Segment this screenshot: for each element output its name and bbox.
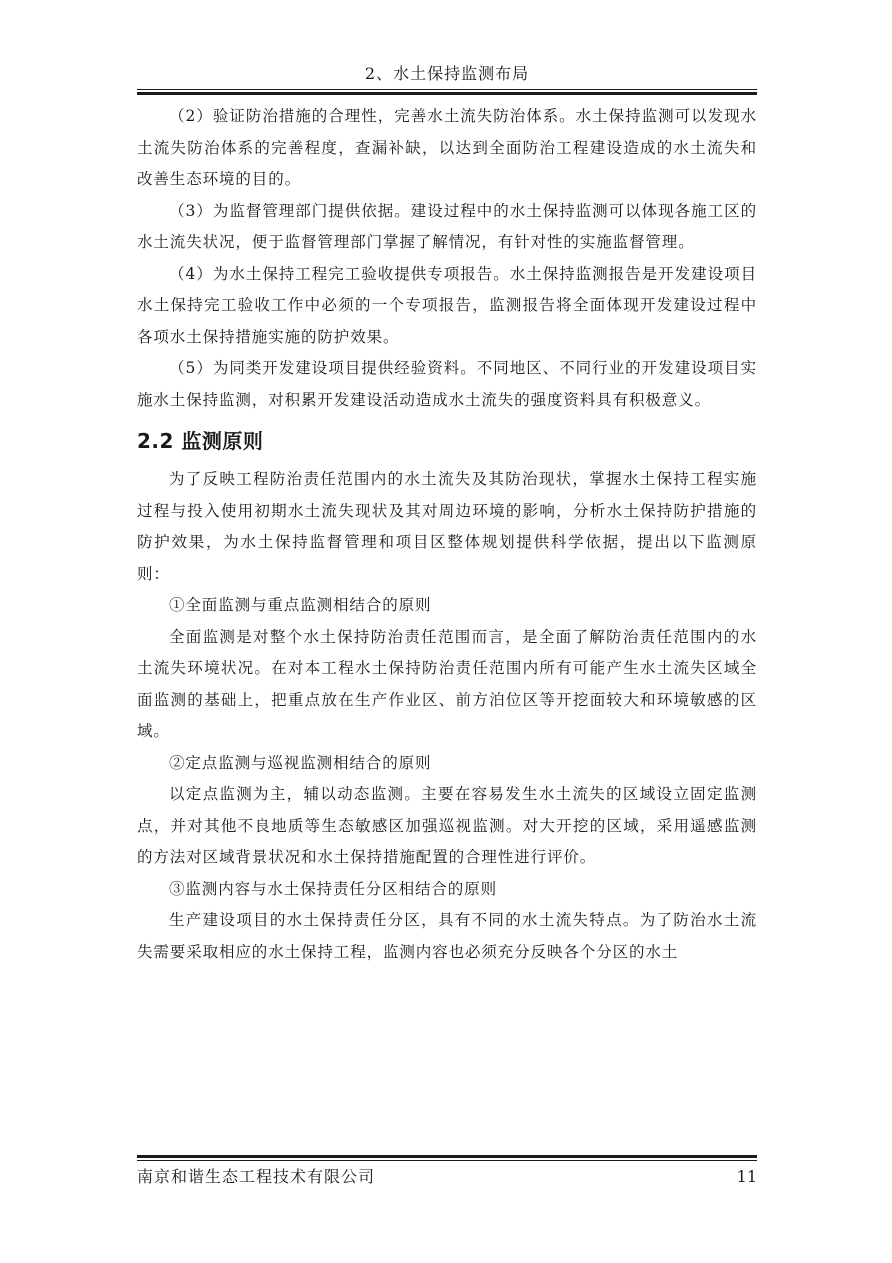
page-number: 11 <box>736 1167 757 1186</box>
section-heading: 2.2 监测原则 <box>137 429 264 453</box>
principle-1-text: 全面监测是对整个水土保持防治责任范围而言，是全面了解防治责任范围内的水土流失环境状况。在对本工程水土保持防治责任范围内所有可能产生水土流失区域全面监测的基础上，把重点放在生产作业区、前方泊位区等开挖面较大和环境敏感的区域。 <box>137 627 757 740</box>
paragraph-purpose-2: （2）验证防治措施的合理性，完善水土流失防治体系。水土保持监测可以发现水土流失防治体系的完善程度，查漏补缺，以达到全面防治工程建设造成的水土流失和改善生态环境的目的。 <box>137 107 757 188</box>
running-header: 2、水土保持监测布局 <box>364 64 530 83</box>
footer-company: 南京和谐生态工程技术有限公司 <box>137 1167 376 1186</box>
principle-1-title: ①全面监测与重点监测相结合的原则 <box>169 596 432 614</box>
header-rule-thick <box>137 92 757 95</box>
principle-2-text: 以定点监测为主，辅以动态监测。主要在容易发生水土流失的区域设立固定监测点，并对其他不良地质等生态敏感区加强巡视监测。对大开挖的区域，采用遥感监测的方法对区域背景状况和水土保持措施配置的合理性进行评价。 <box>137 785 757 866</box>
paragraph-purpose-4: （4）为水土保持工程完工验收提供专项报告。水土保持监测报告是开发建设项目水土保持完工验收工作中必须的一个专项报告，监测报告将全面体现开发建设过程中各项水土保持措施实施的防护效果。 <box>137 264 757 346</box>
principle-3-text: 生产建设项目的水土保持责任分区，具有不同的水土流失特点。为了防治水土流失需要采取相应的水土保持工程，监测内容也必须充分反映各个分区的水土 <box>137 911 757 961</box>
page-content <box>137 101 757 968</box>
principle-2-title: ②定点监测与巡视监测相结合的原则 <box>169 753 432 772</box>
section-intro-paragraph: 为了反映工程防治责任范围内的水土流失及其防治现状，掌握水土保持工程实施过程与投入使用初期水土流失现状及其对周边环境的影响，分析水土保持防护措施的防护效果，为水土保持监督管理和项目区整体规划提供科学依据，提出以下监测原则： <box>137 470 757 583</box>
paragraph-purpose-3: （3）为监督管理部门提供依据。建设过程中的水土保持监测可以体现各施工区的水土流失状况，便于监督管理部门掌握了解情况，有针对性的实施监督管理。 <box>137 201 757 251</box>
footer-rule-thick <box>137 1155 757 1158</box>
paragraph-purpose-5: （5）为同类开发建设项目提供经验资料。不同地区、不同行业的开发建设项目实施水土保持监测，对积累开发建设活动造成水土流失的强度资料具有积极意义。 <box>137 359 757 409</box>
page-footer <box>137 1166 757 1188</box>
principle-3-title: ③监测内容与水土保持责任分区相结合的原则 <box>169 879 498 898</box>
header-rule-thin <box>137 89 757 90</box>
footer-rule-thin <box>137 1160 757 1161</box>
